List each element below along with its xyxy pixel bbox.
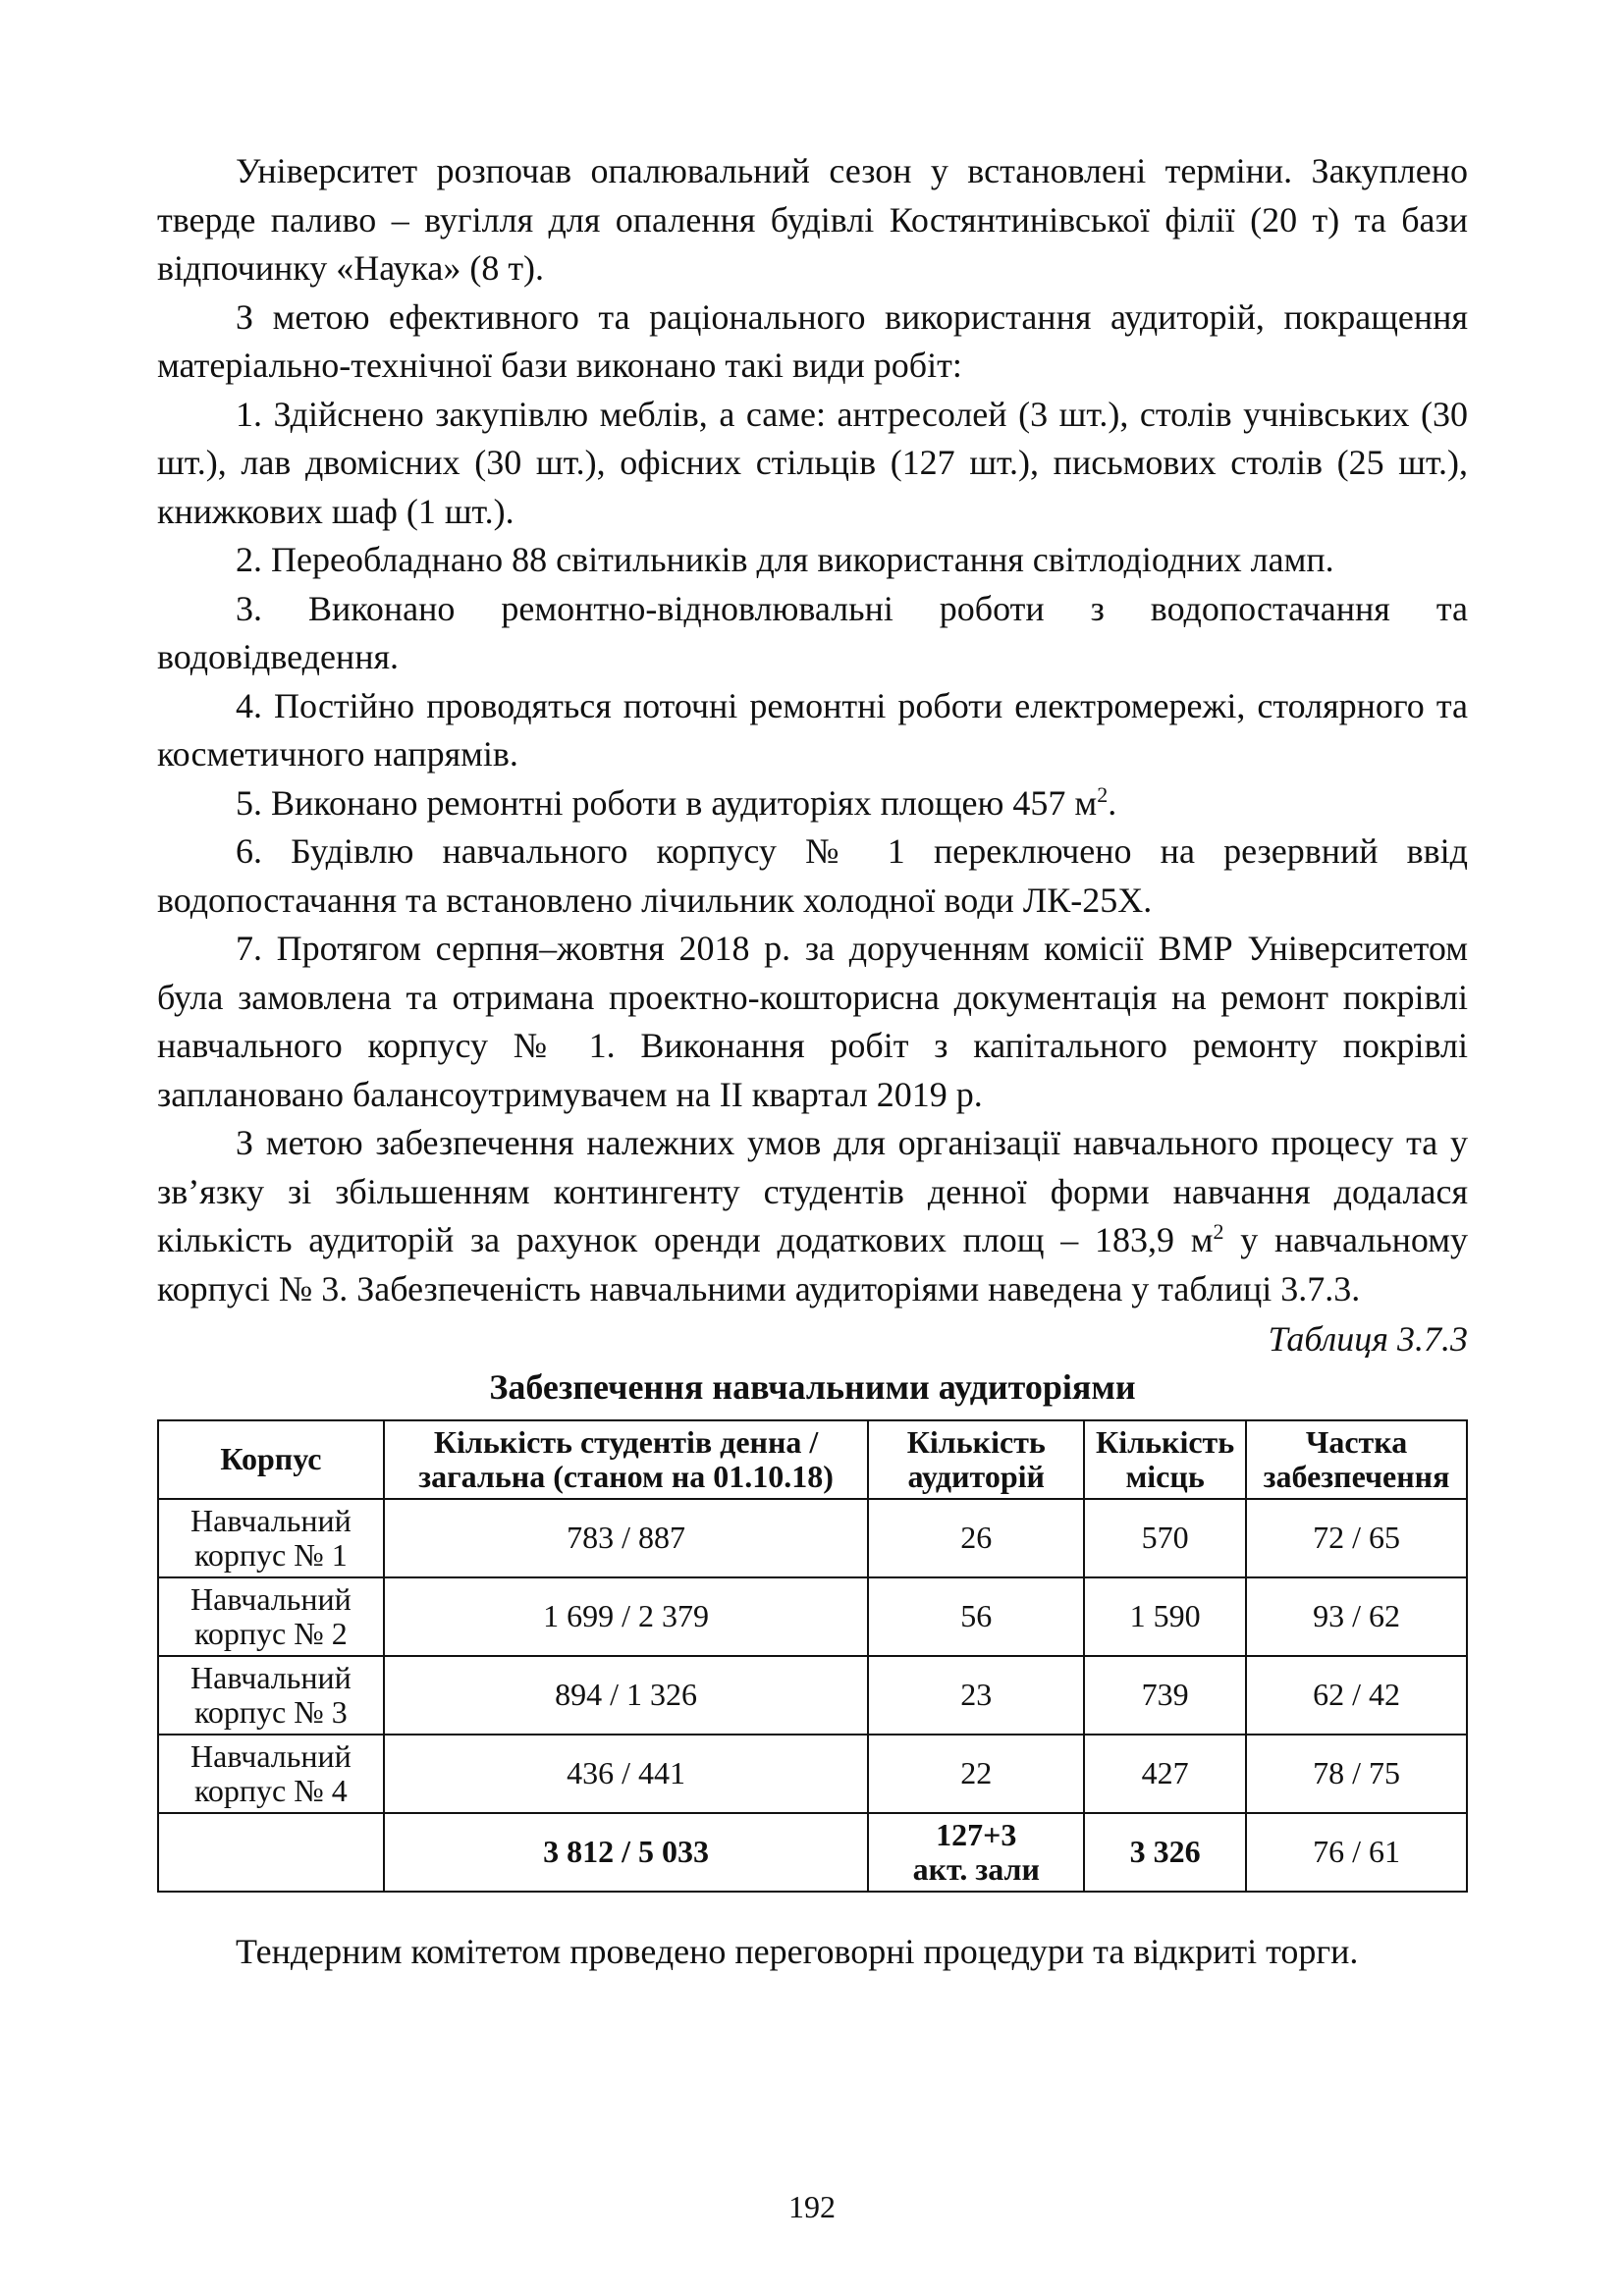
cell-seats: 739 xyxy=(1084,1656,1246,1735)
cell-building: Навчальний корпус № 2 xyxy=(158,1577,384,1656)
total-building xyxy=(158,1813,384,1892)
superscript-2: 2 xyxy=(1213,1219,1224,1244)
cell-share: 62 / 42 xyxy=(1246,1656,1467,1735)
classrooms-table xyxy=(157,1419,1468,1893)
table-total-row xyxy=(158,1813,1467,1892)
cell-building: Навчальний корпус № 1 xyxy=(158,1499,384,1577)
header-share: Частка забезпечення xyxy=(1246,1420,1467,1499)
table-row xyxy=(158,1499,1467,1577)
table-title: Забезпечення навчальними аудиторіями xyxy=(489,1366,1136,1407)
cell-classrooms: 26 xyxy=(868,1499,1084,1577)
cell-students: 783 / 887 xyxy=(384,1499,869,1577)
cell-seats: 1 590 xyxy=(1084,1577,1246,1656)
cell-seats: 427 xyxy=(1084,1735,1246,1813)
header-classrooms: Кількість аудиторій xyxy=(868,1420,1084,1499)
paragraph-heating-season: Університет розпочав опалювальний сезон у встановлені терміни. Закуплено тверде паливо – вугілля для опалення будівлі Костянтинівської філії (20 т) та бази відпочинку «Наука» (8 т). xyxy=(157,151,1468,288)
paragraph-tender-committee: Тендерним комітетом проведено переговорні процедури та відкриті торги. xyxy=(236,1931,1359,1971)
cell-share: 72 / 65 xyxy=(1246,1499,1467,1577)
cell-students: 436 / 441 xyxy=(384,1735,869,1813)
cell-classrooms: 22 xyxy=(868,1735,1084,1813)
table-header-row xyxy=(158,1420,1467,1499)
list-item-furniture: 1. Здійснено закупівлю меблів, а саме: антресолей (3 шт.), столів учнівських (30 шт.), лав двомісних (30 шт.), офісних стільців (127 шт.), письмових столів (25 шт.), книжкових шаф (1 шт.). xyxy=(157,394,1468,531)
list-item-electrical-works: 4. Постійно проводяться поточні ремонтні роботи електромережі, столярного та косметичного напрямів. xyxy=(157,685,1468,774)
superscript-2: 2 xyxy=(1097,781,1109,807)
cell-classrooms: 56 xyxy=(868,1577,1084,1656)
cell-students: 894 / 1 326 xyxy=(384,1656,869,1735)
cell-share: 78 / 75 xyxy=(1246,1735,1467,1813)
cell-building: Навчальний корпус № 4 xyxy=(158,1735,384,1813)
cell-students: 1 699 / 2 379 xyxy=(384,1577,869,1656)
paragraph-additional-classrooms xyxy=(157,1119,1468,1313)
paragraph-works-intro: З метою ефективного та раціонального використання аудиторій, покращення матеріально-технічної бази виконано такі види робіт: xyxy=(157,296,1468,385)
list-item-classroom-repair-tail: . xyxy=(1108,782,1117,823)
paragraph-additional-classrooms-tail: у навчальному корпусі № 3. Забезпеченість навчальними аудиторіями наведена у таблиці 3.7.3. xyxy=(157,1220,1468,1308)
list-item-roof-documentation: 7. Протягом серпня–жовтня 2018 р. за дорученням комісії ВМР Університетом була замовлена та отримана проектно-кошторисна документація на ремонт покрівлі навчального корпусу № 1. Виконання робіт з капітального ремонту покрівлі заплановано балансоутримувачем на ІІ квартал 2019 р. xyxy=(157,929,1468,1114)
cell-classrooms: 23 xyxy=(868,1656,1084,1735)
list-item-lamps: 2. Переобладнано 88 світильників для використання світлодіодних ламп. xyxy=(236,540,1334,579)
header-seats: Кількість місць xyxy=(1084,1420,1246,1499)
header-building: Корпус xyxy=(158,1420,384,1499)
page-number: 192 xyxy=(788,2189,836,2224)
total-seats: 3 326 xyxy=(1084,1813,1246,1892)
header-students: Кількість студентів денна / загальна (станом на 01.10.18) xyxy=(384,1420,869,1499)
list-item-classroom-repair-text: 5. Виконано ремонтні роботи в аудиторіях площею 457 м xyxy=(236,782,1098,823)
table-row xyxy=(158,1577,1467,1656)
total-share: 76 / 61 xyxy=(1246,1813,1467,1892)
cell-building: Навчальний корпус № 3 xyxy=(158,1656,384,1735)
total-students: 3 812 / 5 033 xyxy=(384,1813,869,1892)
table-label: Таблиця 3.7.3 xyxy=(1268,1319,1468,1359)
table-row xyxy=(158,1656,1467,1735)
paragraph-additional-classrooms-text: З метою забезпечення належних умов для організації навчального процесу та у зв’язку зі збільшенням контингенту студентів денної форми навчання додалася кількість аудиторій за рахунок оренди додаткових площ – 183,9 м xyxy=(157,1123,1468,1259)
total-classrooms: 127+3 акт. зали xyxy=(868,1813,1084,1892)
cell-share: 93 / 62 xyxy=(1246,1577,1467,1656)
list-item-water-works: 3. Виконано ремонтно-відновлювальні роботи з водопостачання та водовідведення. xyxy=(157,588,1468,676)
document-page xyxy=(157,147,1468,1976)
list-item-building-1: 6. Будівлю навчального корпусу № 1 переключено на резервний ввід водопостачання та встановлено лічильник холодної води ЛК-25Х. xyxy=(157,831,1468,920)
table-row xyxy=(158,1735,1467,1813)
cell-seats: 570 xyxy=(1084,1499,1246,1577)
list-item-classroom-repair xyxy=(157,779,1468,828)
